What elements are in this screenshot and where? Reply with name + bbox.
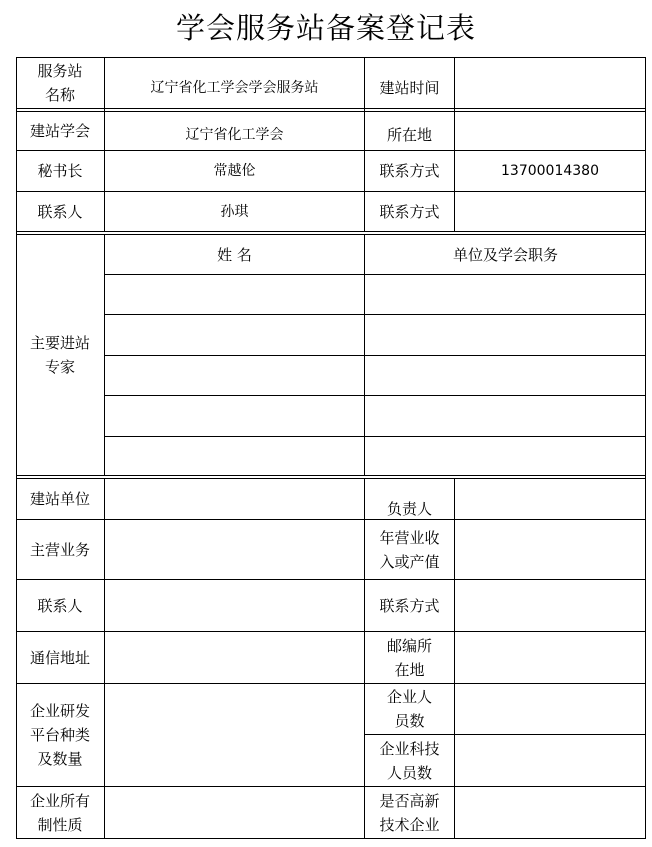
contact-person-method-label: 联系方式	[379, 202, 440, 221]
table-border-right	[645, 57, 646, 839]
form-title: 学会服务站备案登记表	[175, 11, 476, 45]
rd-platform-value[interactable]	[105, 684, 364, 786]
hightech-label: 是否高新 技术企业	[379, 791, 440, 834]
postcode-value[interactable]	[455, 632, 645, 683]
section-divider	[16, 475, 646, 476]
enterprise-contact-label: 联系人	[37, 596, 83, 615]
address-label: 通信地址	[29, 648, 90, 667]
address-value[interactable]	[105, 632, 364, 683]
enterprise-contact-value[interactable]	[105, 580, 364, 631]
rd-platform-label: 企业研发 平台种类 及数量	[29, 702, 90, 768]
staff-label: 企业人 员数	[386, 688, 432, 730]
tech-staff-value[interactable]	[455, 735, 645, 786]
unit-label: 建站单位	[29, 490, 90, 508]
expert-name-cell[interactable]	[105, 315, 364, 355]
experts-section-label: 主要进站 专家	[29, 334, 90, 376]
unit-value[interactable]	[105, 479, 364, 519]
ownership-value[interactable]	[105, 787, 364, 838]
expert-name-header: 姓 名	[217, 245, 252, 264]
build-time-value[interactable]	[455, 57, 645, 108]
secretary-label: 秘书长	[37, 162, 83, 180]
expert-position-cell[interactable]	[365, 356, 645, 395]
expert-name-cell[interactable]	[105, 356, 364, 395]
build-time-label: 建站时间	[379, 79, 440, 97]
secretary-contact-value[interactable]: 13700014380	[501, 163, 599, 179]
secretary-value[interactable]: 常越伦	[213, 163, 256, 179]
table-border-bottom	[16, 838, 646, 839]
expert-position-cell[interactable]	[365, 315, 645, 355]
business-label: 主营业务	[29, 540, 90, 559]
enterprise-contact-method-value[interactable]	[455, 580, 645, 631]
section-divider	[16, 231, 646, 232]
leader-label: 负责人	[386, 500, 432, 518]
expert-position-header: 单位及学会职务	[452, 245, 558, 264]
registration-table	[16, 57, 646, 839]
expert-position-cell[interactable]	[365, 437, 645, 475]
expert-name-cell[interactable]	[105, 396, 364, 436]
secretary-contact-label: 联系方式	[379, 162, 440, 180]
society-label: 建站学会	[29, 122, 90, 140]
ownership-label: 企业所有 制性质	[29, 791, 90, 834]
station-name-label: 服务站 名称	[37, 61, 83, 104]
staff-value[interactable]	[455, 684, 645, 734]
postcode-label: 邮编所 在地	[386, 636, 432, 679]
location-label: 所在地	[386, 125, 432, 144]
expert-position-cell[interactable]	[365, 275, 645, 314]
enterprise-contact-method-label: 联系方式	[379, 596, 440, 615]
revenue-label: 年营业收 入或产值	[379, 528, 440, 571]
society-value[interactable]: 辽宁省化工学会	[185, 126, 284, 143]
contact-person-value[interactable]: 孙琪	[220, 203, 249, 220]
station-name-value[interactable]: 辽宁省化工学会学会服务站	[150, 80, 319, 96]
contact-person-label: 联系人	[37, 202, 83, 221]
location-value[interactable]	[455, 112, 645, 150]
expert-name-cell[interactable]	[105, 437, 364, 475]
expert-name-cell[interactable]	[105, 275, 364, 314]
hightech-value[interactable]	[455, 787, 645, 838]
contact-person-method-value[interactable]	[455, 192, 645, 231]
business-value[interactable]	[105, 520, 364, 579]
leader-value[interactable]	[455, 479, 645, 519]
tech-staff-label: 企业科技 人员数	[379, 739, 440, 782]
expert-position-cell[interactable]	[365, 396, 645, 436]
revenue-value[interactable]	[455, 520, 645, 579]
